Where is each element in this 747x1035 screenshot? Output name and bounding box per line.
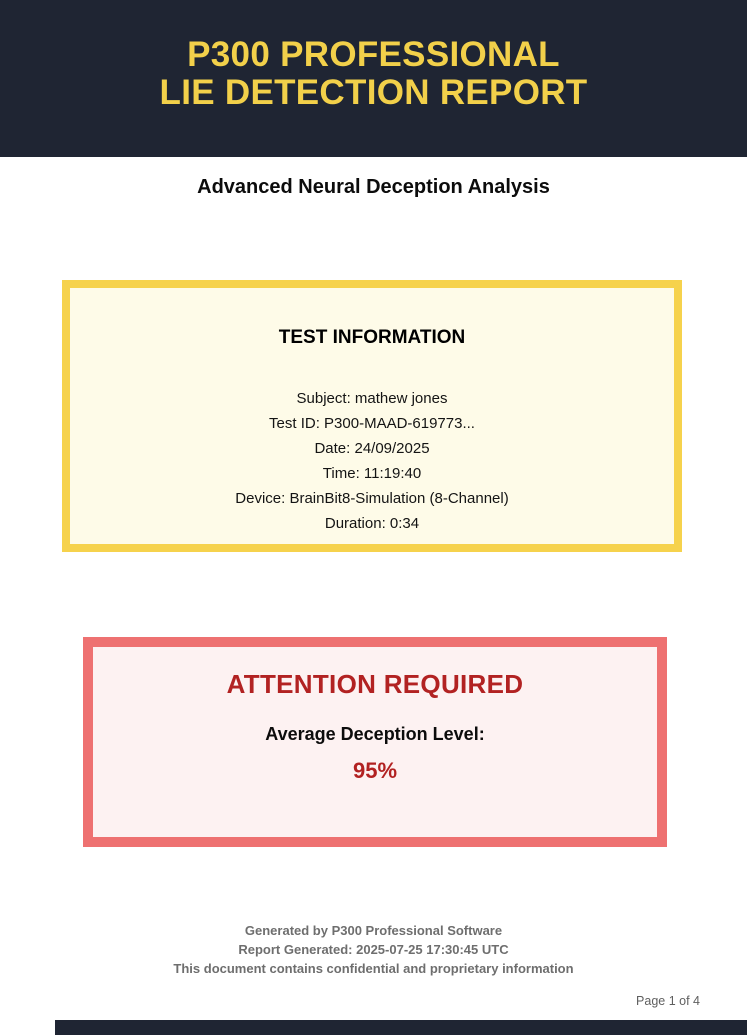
deception-level-value: 95% [352,758,398,783]
test-information-title: TEST INFORMATION [278,327,466,348]
info-field-device: Device: BrainBit8-Simulation (8-Channel) [235,490,509,507]
footer-generated-by: Generated by P300 Professional Software [244,923,503,938]
page-indicator: Page 1 of 4 [636,994,700,1008]
alert-title: ATTENTION REQUIRED [226,669,524,699]
report-footer [0,921,747,978]
test-information-fields [70,386,674,536]
footer-report-generated: Report Generated: 2025-07-25 17:30:45 UTC [238,942,509,957]
report-title-line2: LIE DETECTION REPORT [159,73,588,112]
deception-level-label: Average Deception Level: [265,724,485,744]
test-information-box [62,280,682,552]
attention-alert-box [83,637,667,847]
report-title-line1: P300 PROFESSIONAL [187,35,560,74]
info-field-time: Time: 11:19:40 [322,465,422,482]
info-field-date: Date: 24/09/2025 [314,440,430,457]
info-field-subject: Subject: mathew jones [296,390,448,407]
info-field-test-id: Test ID: P300-MAAD-619773... [269,415,475,432]
footer-confidentiality-notice: This document contains confidential and proprietary information [173,961,574,976]
info-field-duration: Duration: 0:34 [324,515,420,532]
report-title [0,36,747,112]
next-page-header-edge [55,1020,747,1035]
report-header-banner [0,0,747,157]
report-subtitle: Advanced Neural Deception Analysis [197,176,550,198]
